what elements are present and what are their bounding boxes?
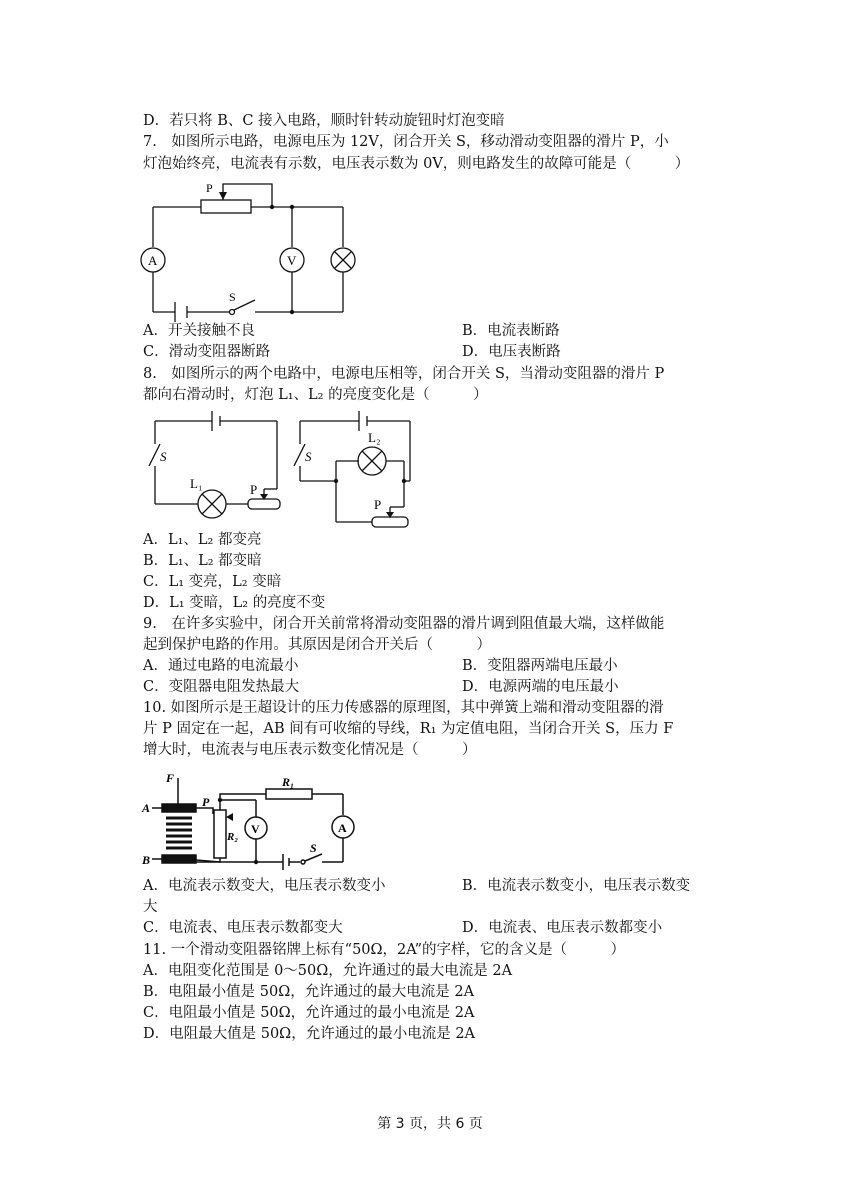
q8-option-c: C．L₁ 变亮，L₂ 变暗	[143, 574, 282, 590]
q10-option-c: C．电流表、电压表示数都变大	[143, 920, 343, 936]
page-footer: 第 3 页，共 6 页	[377, 1116, 483, 1132]
q10-option-b-line1: B．电流表示数变小，电压表示数变	[462, 878, 691, 894]
q10-pressure-sensor-diagram	[138, 770, 363, 872]
q10-slider-label: P	[202, 795, 210, 809]
q9-option-a: A．通过电路的电流最小	[143, 658, 299, 674]
q8-option-a: A．L₁、L₂ 都变亮	[143, 532, 262, 548]
q7-ammeter-label: A	[148, 253, 158, 268]
q10-force-label: F	[166, 771, 175, 785]
q9-option-c: C．变阻器电阻发热最大	[143, 679, 300, 695]
q8-option-d: D．L₁ 变暗，L₂ 的亮度不变	[143, 595, 326, 611]
q10-switch-label: S	[310, 841, 317, 855]
q11-option-a: A．电阻变化范围是 0～50Ω，允许通过的最大电流是 2A	[143, 963, 513, 979]
q10-point-b-label: B	[142, 853, 151, 867]
q7-stem-line1: 7. 如图所示电路，电源电压为 12V，闭合开关 S，移动滑动变阻器的滑片 P，小	[143, 134, 669, 150]
q8-circuit-diagrams	[140, 406, 420, 528]
q8-stem-line2: 都向右滑动时，灯泡 L₁、L₂ 的亮度变化是（ ）	[143, 387, 488, 403]
q11-stem: 11. 一个滑动变阻器铭牌上标有“50Ω，2A”的字样，它的含义是（ ）	[143, 942, 626, 958]
q8-right-p-label: P	[374, 497, 382, 512]
q8-right-switch-label: S	[305, 449, 312, 464]
q7-stem-line2: 灯泡始终亮，电流表有示数，电压表示数为 0V，则电路发生的故障可能是（ ）	[143, 156, 690, 172]
q8-l2-label: L₂	[368, 430, 381, 445]
q10-option-a: A．电流表示数变大，电压表示数变小	[143, 878, 386, 894]
q10-ammeter-label: A	[338, 821, 347, 835]
q10-option-d: D．电流表、电压表示数都变小	[462, 920, 663, 936]
q9-option-b: B．变阻器两端电压最小	[462, 658, 618, 674]
q10-voltmeter-label: V	[251, 822, 260, 836]
q7-option-b: B．电流表断路	[462, 323, 560, 339]
q8-option-b: B．L₁、L₂ 都变暗	[143, 553, 262, 569]
q10-stem-line3: 增大时，电流表与电压表示数变化情况是（ ）	[143, 742, 477, 758]
q9-stem-line2: 起到保护电路的作用。其原因是闭合开关后（ ）	[143, 637, 491, 653]
q7-option-d: D．电压表断路	[462, 344, 561, 360]
q6-option-d: D．若只将 B、C 接入电路，顺时针转动旋钮时灯泡变暗	[143, 113, 505, 129]
q11-option-b: B．电阻最小值是 50Ω，允许通过的最大电流是 2A	[143, 984, 475, 1000]
q7-option-a: A．开关接触不良	[143, 323, 255, 339]
q8-left-switch-label: S	[160, 449, 167, 464]
q10-r1-label: R₁	[282, 775, 295, 789]
q9-option-d: D．电源两端的电压最小	[462, 679, 619, 695]
q10-stem-line1: 10. 如图所示是王超设计的压力传感器的原理图，其中弹簧上端和滑动变阻器的滑	[143, 700, 664, 716]
q7-voltmeter-label: V	[287, 253, 297, 268]
q10-stem-line2: 片 P 固定在一起，AB 间有可收缩的导线，R₁ 为定值电阻，当闭合开关 S，压力 F	[143, 721, 674, 737]
q7-circuit-diagram	[135, 176, 365, 324]
q7-switch-label: S	[229, 290, 236, 304]
q8-stem-line1: 8. 如图所示的两个电路中，电源电压相等，闭合开关 S，当滑动变阻器的滑片 P	[143, 366, 665, 382]
q9-stem-line1: 9. 在许多实验中，闭合开关前常将滑动变阻器的滑片调到阻值最大端，这样做能	[143, 616, 665, 632]
q10-point-a-label: A	[142, 801, 151, 815]
q10-option-b-line2: 大	[143, 899, 158, 915]
q7-label-p: P	[206, 181, 213, 195]
q8-l1-label: L₁	[190, 476, 203, 491]
q8-left-p-label: P	[250, 482, 258, 497]
q11-option-d: D．电阻最大值是 50Ω，允许通过的最小电流是 2A	[143, 1026, 476, 1042]
q7-option-c: C．滑动变阻器断路	[143, 344, 271, 360]
q11-option-c: C．电阻最小值是 50Ω，允许通过的最小电流是 2A	[143, 1005, 475, 1021]
q10-r2-label: R₂	[227, 831, 239, 843]
